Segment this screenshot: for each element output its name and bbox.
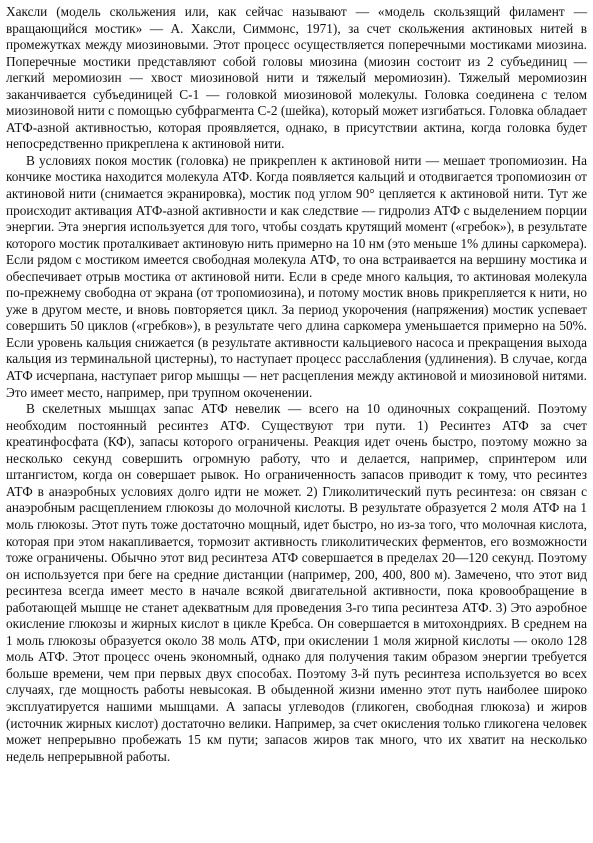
paragraph-cross-bridge-cycle: В условиях покоя мостик (головка) не прикреплен к актиновой нити — мешает тропомиозин. На кончике мостика находится молекула АТФ. Когда появляется кальций и отодвигается тропомиозин от актиновой нити (снимается экранировка), мостик под углом 90° цепляется к актиновой нити. Тут же происходит активация АТФ-азной активности и как следствие — гидролиз АТФ с выделением порции энергии. Эта энергия используется для того, чтобы создать крутящий момент («гребок»), в результате которого мостик проталкивает актиновую нить примерно на 10 нм (это меньше 1% длины саркомера). Если рядом с мостиком имеется свободная молекула АТФ, то она встраивается на вершину мостика и обеспечивает отрыв мостика от актиновой нити. Если в среде много кальция, то актиновая молекула по-прежнему свободна от экрана (от тропомиозина), и потому мостик вновь прикрепляется к нити, но уже в другом месте, и вновь повторяется цикл. За период укорочения (напряжения) мостик успевает совершить 50 циклов («гребков»), в результате чего длина саркомера уменьшается примерно на 50%. Если уровень кальция снижается (в результате активности кальциевого насоса и прекращения выхода кальция из терминальной цистерны), то наступает процесс расслабления (удлинения). В случае, когда АТФ исчерпана, наступает ригор мышцы — нет расцепления между актиновой и миозиновой нитями. Это имеет место, например, при трупном окоченении. [6, 152, 587, 400]
paragraph-myosin-structure: Хаксли (модель скольжения или, как сейчас называют — «модель скользящий филамент — вращающийся мостик» — А. Хаксли, Симмонс, 1971), за счет скольжения актиновых нитей в промежутках между миозиновыми. Этот процесс осуществляется поперечными мостиками миозина. Поперечные мостики представляют собой головы миозина (миозин состоит из 2 субъединиц — легкий меромиозин — хвост миозиновой нити и тяжелый меромиозин). Тяжелый меромиозин заканчивается субъединицей С-1 — головкой миозиновой молекулы. Головка соединена с телом миозиновой нити с помощью субфрагмента С-2 (шейка), который может изгибаться. Головка обладает АТФ-азной активностью, которая проявляется, однако, в присутствии актина, когда головка будет непосредственно прикреплена к актиновой нити. [6, 4, 587, 152]
paragraph-atp-resynthesis: В скелетных мышцах запас АТФ невелик — всего на 10 одиночных сокращений. Поэтому необходим постоянный ресинтез АТФ. Существуют три пути. 1) Ресинтез АТФ за счет креатинфосфата (КФ), запасы которого ограничены. Реакция идет очень быстро, поэтому можно за несколько секунд совершить огромную работу, что и делается, например, спринтером или штангистом, когда он совершает рывок. Но ограниченность запасов приводит к тому, что ресинтез АТФ в анаэробных условиях долго идти не может. 2) Гликолитический путь ресинтеза: он связан с анаэробным расщеплением глюкозы до молочной кислоты. В результате образуется 2 моля АТФ на 1 моль глюкозы. Этот путь тоже достаточно мощный, идет быстро, но из-за того, что молочная кислота, которая при этом накапливается, тормозит активность гликолитических ферментов, его возможности тоже ограничены. Обычно этот вид ресинтеза АТФ совершается в пределах 20—120 секунд. Поэтому он используется при беге на средние дистанции (например, 200, 400, 800 м). Замечено, что этот вид ресинтеза всегда имеет место в начале всякой двигательной активности, пока кровообращение в работающей мышце не станет адекватным для проведения 3-го типа ресинтеза АТФ. 3) Это аэробное окисление глюкозы и жирных кислот в цикле Кребса. Он совершается в митохондриях. В среднем на 1 моль глюкозы образуется около 38 моль АТФ, при окислении 1 моля жирной кислоты — около 128 моль АТФ. Этот процесс очень экономный, однако для получения таким образом энергии требуется больше времени, чем при первых двух способах. Поэтому 3-й путь ресинтеза используется во всех случаях, где мощность работы невысокая. В обыденной жизни именно этот путь наиболее широко эксплуатируется нашими мышцами. А запасы углеводов (гликоген, свободная глюкоза) и жиров (источник жирных кислот) достаточно велики. Например, за счет окисления только гликогена человек может непрерывно пробежать 15 км пути; запасов жиров так много, что их хватит на несколько недель непрерывной работы. [6, 401, 587, 764]
